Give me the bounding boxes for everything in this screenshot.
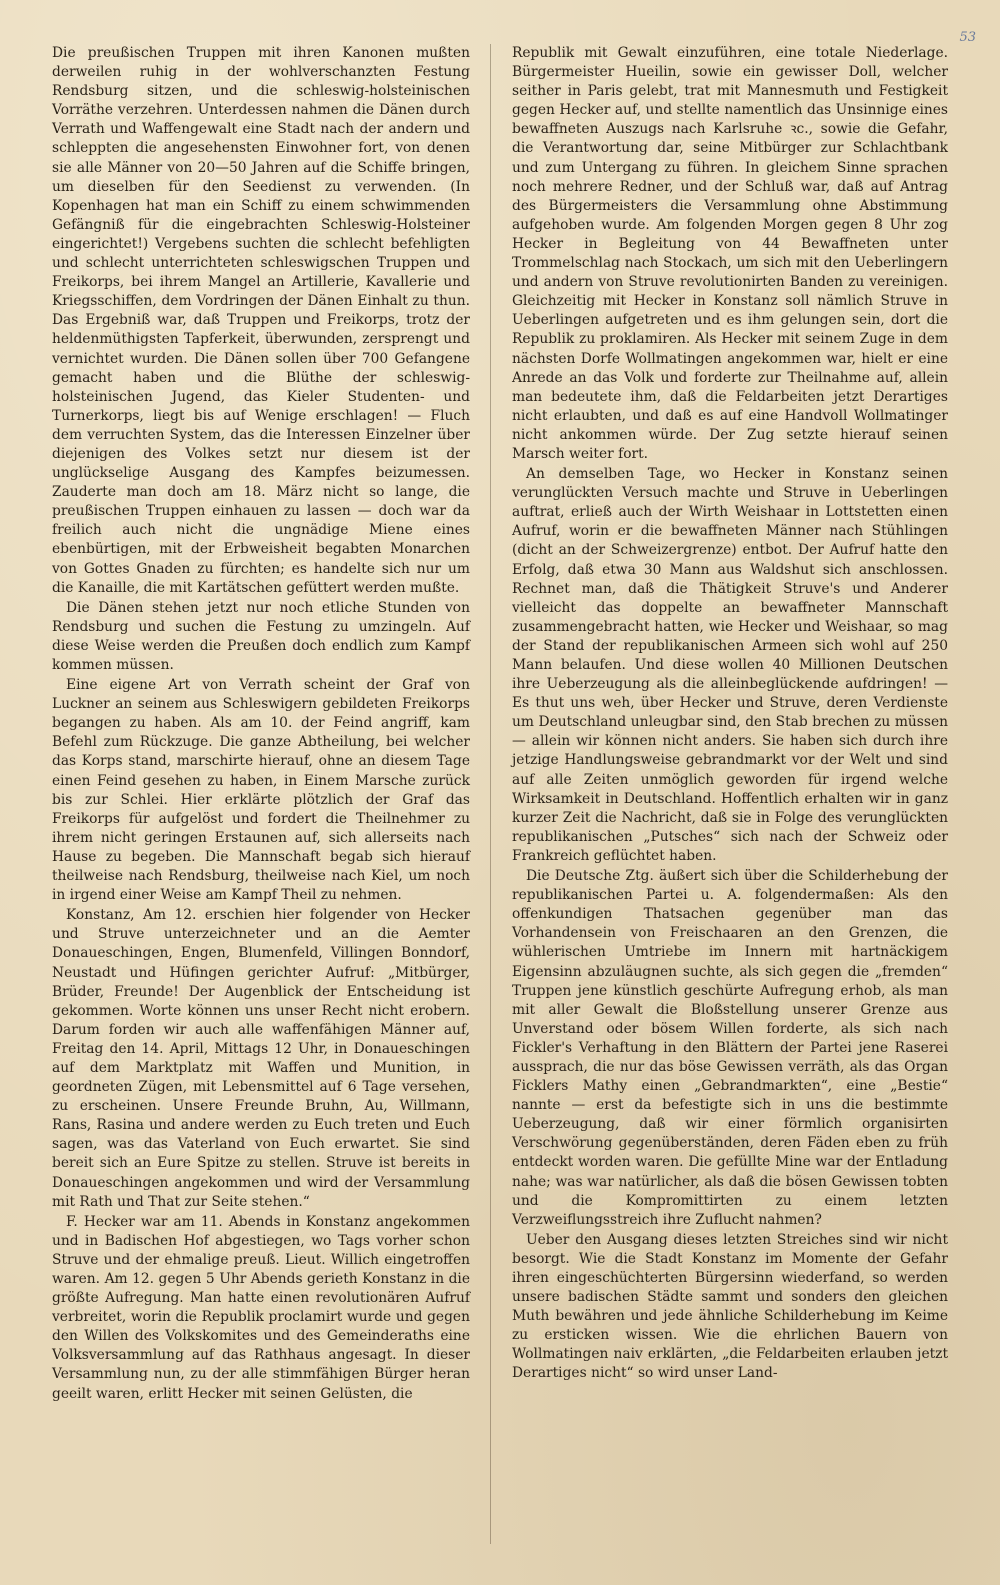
paragraph: Konstanz, Am 12. erschien hier folgender von Hecker und Struve unterzeichneter und an die Aemter Donaueschingen, Engen, Blumenfeld, Villingen Bonndorf, Neustadt und Hüfingen gerichter Aufruf: „Mitbürger, Brüder, Freunde! Der Augenblick der Entscheidung ist gekommen. Worte können uns unser Recht nicht erobern. Darum forden wir auch alle waffenfähigen Männer auf, Freitag den 14. April, Mittags 12 Uhr, in Donaueschingen auf dem Marktplatz mit Waffen und Munition, in geordneten Zügen, mit Lebensmittel auf 6 Tage versehen, zu erscheinen. Unsere Freunde Bruhn, Au, Willmann, Rans, Rasina und andere werden zu Euch treten und Euch sagen, was das Vaterland von Euch erwartet. Sie sind bereit sich an Eure Spitze zu stellen. Struve ist bereits in Donaueschingen angekommen und wird der Versammlung mit Rath und That zur Seite stehen.“ <box>52 907 470 1210</box>
column-divider <box>490 44 491 1544</box>
paragraph: Die Dänen stehen jetzt nur noch etliche Stunden von Rendsburg und suchen die Festung zu umzingeln. Auf diese Weise werden die Preußen doch endlich zum Kampf kommen müssen. <box>52 599 470 673</box>
paragraph: Die preußischen Truppen mit ihren Kanonen mußten derweilen ruhig in der wohlverschanzten Festung Rendsburg sitzen, und die schleswig-holsteinischen Vorräthe verzehren. Unterdessen nahmen die Dänen durch Verrath und Waffengewalt eine Stadt nach der andern und schleppten die angesehensten Einwohner fort, von denen sie alle Männer von 20—50 Jahren auf die Schiffe bringen, um dieselben für den Seedienst zu verwenden. (In Kopenhagen hat man ein Schiff zu einem schwimmenden Gefängniß für die eingebrachten Schleswig-Holsteiner eingerichtet!) Vergebens suchten die schlecht befehligten und schlecht unterrichteten schleswigschen Truppen und Freikorps, bei ihrem Mangel an Artillerie, Kavallerie und Kriegsschiffen, dem Vordringen der Dänen Einhalt zu thun. Das Ergebniß war, daß Truppen und Freikorps, trotz der heldenmüthigsten Tapferkeit, überwunden, zersprengt und vernichtet wurden. Die Dänen sollen über 700 Gefangene gemacht haben und die Blüthe der schleswig-holsteinischen Jugend, das Kieler Studenten- und Turnerkorps, liegt bis auf Wenige erschlagen! — Fluch dem verruchten System, das die Interessen Einzelner über diejenigen des Volkes setzt nur diesem ist der unglückselige Ausgang des Kampfes beizumessen. Zauderte man doch am 18. März nicht so lange, die preußischen Truppen einhauen zu lassen — doch war da freilich auch nicht die ungnädige Miene eines ebenbürtigen, mit der Erbweisheit begabten Monarchen von Gottes Gnaden zu fürchten; es handelte sich nur um die Kanaille, die mit Kartätschen gefüttert werden mußte. <box>52 45 470 596</box>
paragraph: An demselben Tage, wo Hecker in Konstanz seinen verunglückten Versuch machte und Struve in Ueberlingen auftrat, erließ auch der Wirth Weishaar in Lottstetten einen Aufruf, worin er die bewaffneten Männer nach Stühlingen (dicht an der Schweizergrenze) entbot. Der Aufruf hatte den Erfolg, daß etwa 30 Mann aus Waldshut sich anschlossen. Rechnet man, daß die Thätigkeit Struve's und Anderer vielleicht das doppelte an bewaffneter Mannschaft zusammengebracht hatten, wie Hecker und Weishaar, so mag der Stand der republikanischen Armeen sich wohl auf 250 Mann belaufen. Und diese wollen 40 Millionen Deutschen ihre Ueberzeugung als die alleinbeglückende aufdringen! — Es thut uns weh, über Hecker und Struve, deren Verdienste um Deutschland unleugbar sind, den Stab brechen zu müssen — allein wir können nicht anders. Sie haben sich durch ihre jetzige Handlungsweise gebrandmarkt vor der Welt und sind auf alle Zeiten unmöglich geworden für irgend welche Wirksamkeit in Deutschland. Hoffentlich erhalten wir in ganz kurzer Zeit die Nachricht, daß sie in Folge des verunglückten republikanischen „Putsches“ sich nach der Schweiz oder Frankreich geflüchtet haben. <box>512 466 948 864</box>
left-column <box>52 44 470 1405</box>
page-number: 53 <box>959 30 976 45</box>
paragraph: Republik mit Gewalt einzuführen, eine totale Niederlage. Bürgermeister Hueilin, sowie ein gewisser Doll, welcher seither in Paris gelebt, trat mit Mannesmuth und Festigkeit gegen Hecker auf, und stellte namentlich das Unsinnige eines bewaffneten Auszugs nach Karlsruhe ꝛc., sowie die Gefahr, die Verantwortung dar, seine Mitbürger zur Schlachtbank und zum Untergang zu führen. In gleichem Sinne sprachen noch mehrere Redner, und der Schluß war, daß auf Antrag des Bürgermeisters die Versammlung ohne Abstimmung aufgehoben wurde. Am folgenden Morgen gegen 8 Uhr zog Hecker in Begleitung von 44 Bewaffneten unter Trommelschlag nach Stockach, um sich mit den Ueberlingern und andern von Struve revolutionirten Banden zu vereinigen. Gleichzeitig mit Hecker in Konstanz soll nämlich Struve in Ueberlingen aufgetreten und es ihm gelungen sein, dort die Republik zu proklamiren. Als Hecker mit seinem Zuge in dem nächsten Dorfe Wollmatingen angekommen war, hielt er eine Anrede an das Volk und forderte zur Theilnahme auf, allein man bedeutete ihm, daß die Feldarbeiten jetzt Derartiges nicht erlaubten, und daß es auf eine Handvoll Wollmatinger nicht ankommen würde. Der Zug setzte hierauf seinen Marsch weiter fort. <box>512 45 948 462</box>
paragraph: Eine eigene Art von Verrath scheint der Graf von Luckner an seinem aus Schleswigern gebildeten Freikorps begangen zu haben. Als am 10. der Feind angriff, kam Befehl zum Rückzuge. Die ganze Abtheilung, bei welcher das Korps stand, marschirte hierauf, ohne an diesem Tage einen Feind gesehen zu haben, in Einem Marsche zurück bis zur Schlei. Hier erklärte plötzlich der Graf das Freikorps für aufgelöst und fordert die Theilnehmer zu ihrem nicht geringen Erstaunen auf, sich allerseits nach Hause zu begeben. Die Mannschaft begab sich hierauf theilweise nach Rendsburg, theilweise nach Kiel, um noch in irgend einer Weise am Kampf Theil zu nehmen. <box>52 677 470 904</box>
paragraph: F. Hecker war am 11. Abends in Konstanz angekommen und in Badischen Hof abgestiegen, wo Tags vorher schon Struve und der ehmalige preuß. Lieut. Willich eingetroffen waren. Am 12. gegen 5 Uhr Abends gerieth Konstanz in die größte Aufregung. Man hatte einen revolutionären Aufruf verbreitet, worin die Republik proclamirt wurde und gegen den Willen des Volkskomites und des Gemeinderaths eine Volksversammlung auf das Rathhaus angesagt. In dieser Versammlung nun, zu der alle stimmfähigen Bürger heran geeilt waren, erlitt Hecker mit seinen Gelüsten, die <box>52 1213 470 1402</box>
paragraph: Die Deutsche Ztg. äußert sich über die Schilderhebung der republikanischen Partei u. A. folgendermaßen: Als den offenkundigen Thatsachen gegenüber man das Vorhandensein von Freischaaren an den Grenzen, die wühlerischen Umtriebe im Innern mit hartnäckigem Eigensinn abzuläugnen suchte, als sich gegen die „fremden“ Truppen jene künstlich geschürte Aufregung erhob, als man mit aller Gewalt die Bloßstellung unserer Grenze aus Unverstand oder bösem Willen forderte, als sich nach Fickler's Verhaftung in den Blättern der Partei jene Raserei aussprach, die nur das böse Gewissen verräth, als das Organ Ficklers Mathy einen „Gebrandmarkten“, eine „Bestie“ nannte — erst da befestigte sich in uns die bestimmte Ueberzeugung, daß wir einer förmlich organisirten Verschwörung gegenüberständen, deren Fäden eben zu früh entdeckt worden waren. Die gefüllte Mine war der Entladung nahe; was war natürlicher, als daß die bösen Gewissen tobten und die Kompromittirten zu einem letzten Verzweiflungsstreich ihre Zuflucht nahmen? <box>512 868 948 1228</box>
right-column <box>512 44 948 1385</box>
paragraph: Ueber den Ausgang dieses letzten Streiches sind wir nicht besorgt. Wie die Stadt Konstanz im Momente der Gefahr ihren eingeschüchterten Bürgersinn wiederfand, so werden unsere badischen Städte sammt und sonders den gleichen Muth bewähren und jede ähnliche Schilderhebung im Keime zu ersticken wissen. Wie die ehrlichen Bauern von Wollmatingen naiv erklärten, „die Feldarbeiten erlauben jetzt Derartiges nicht“ so wird unser Land- <box>512 1231 948 1382</box>
